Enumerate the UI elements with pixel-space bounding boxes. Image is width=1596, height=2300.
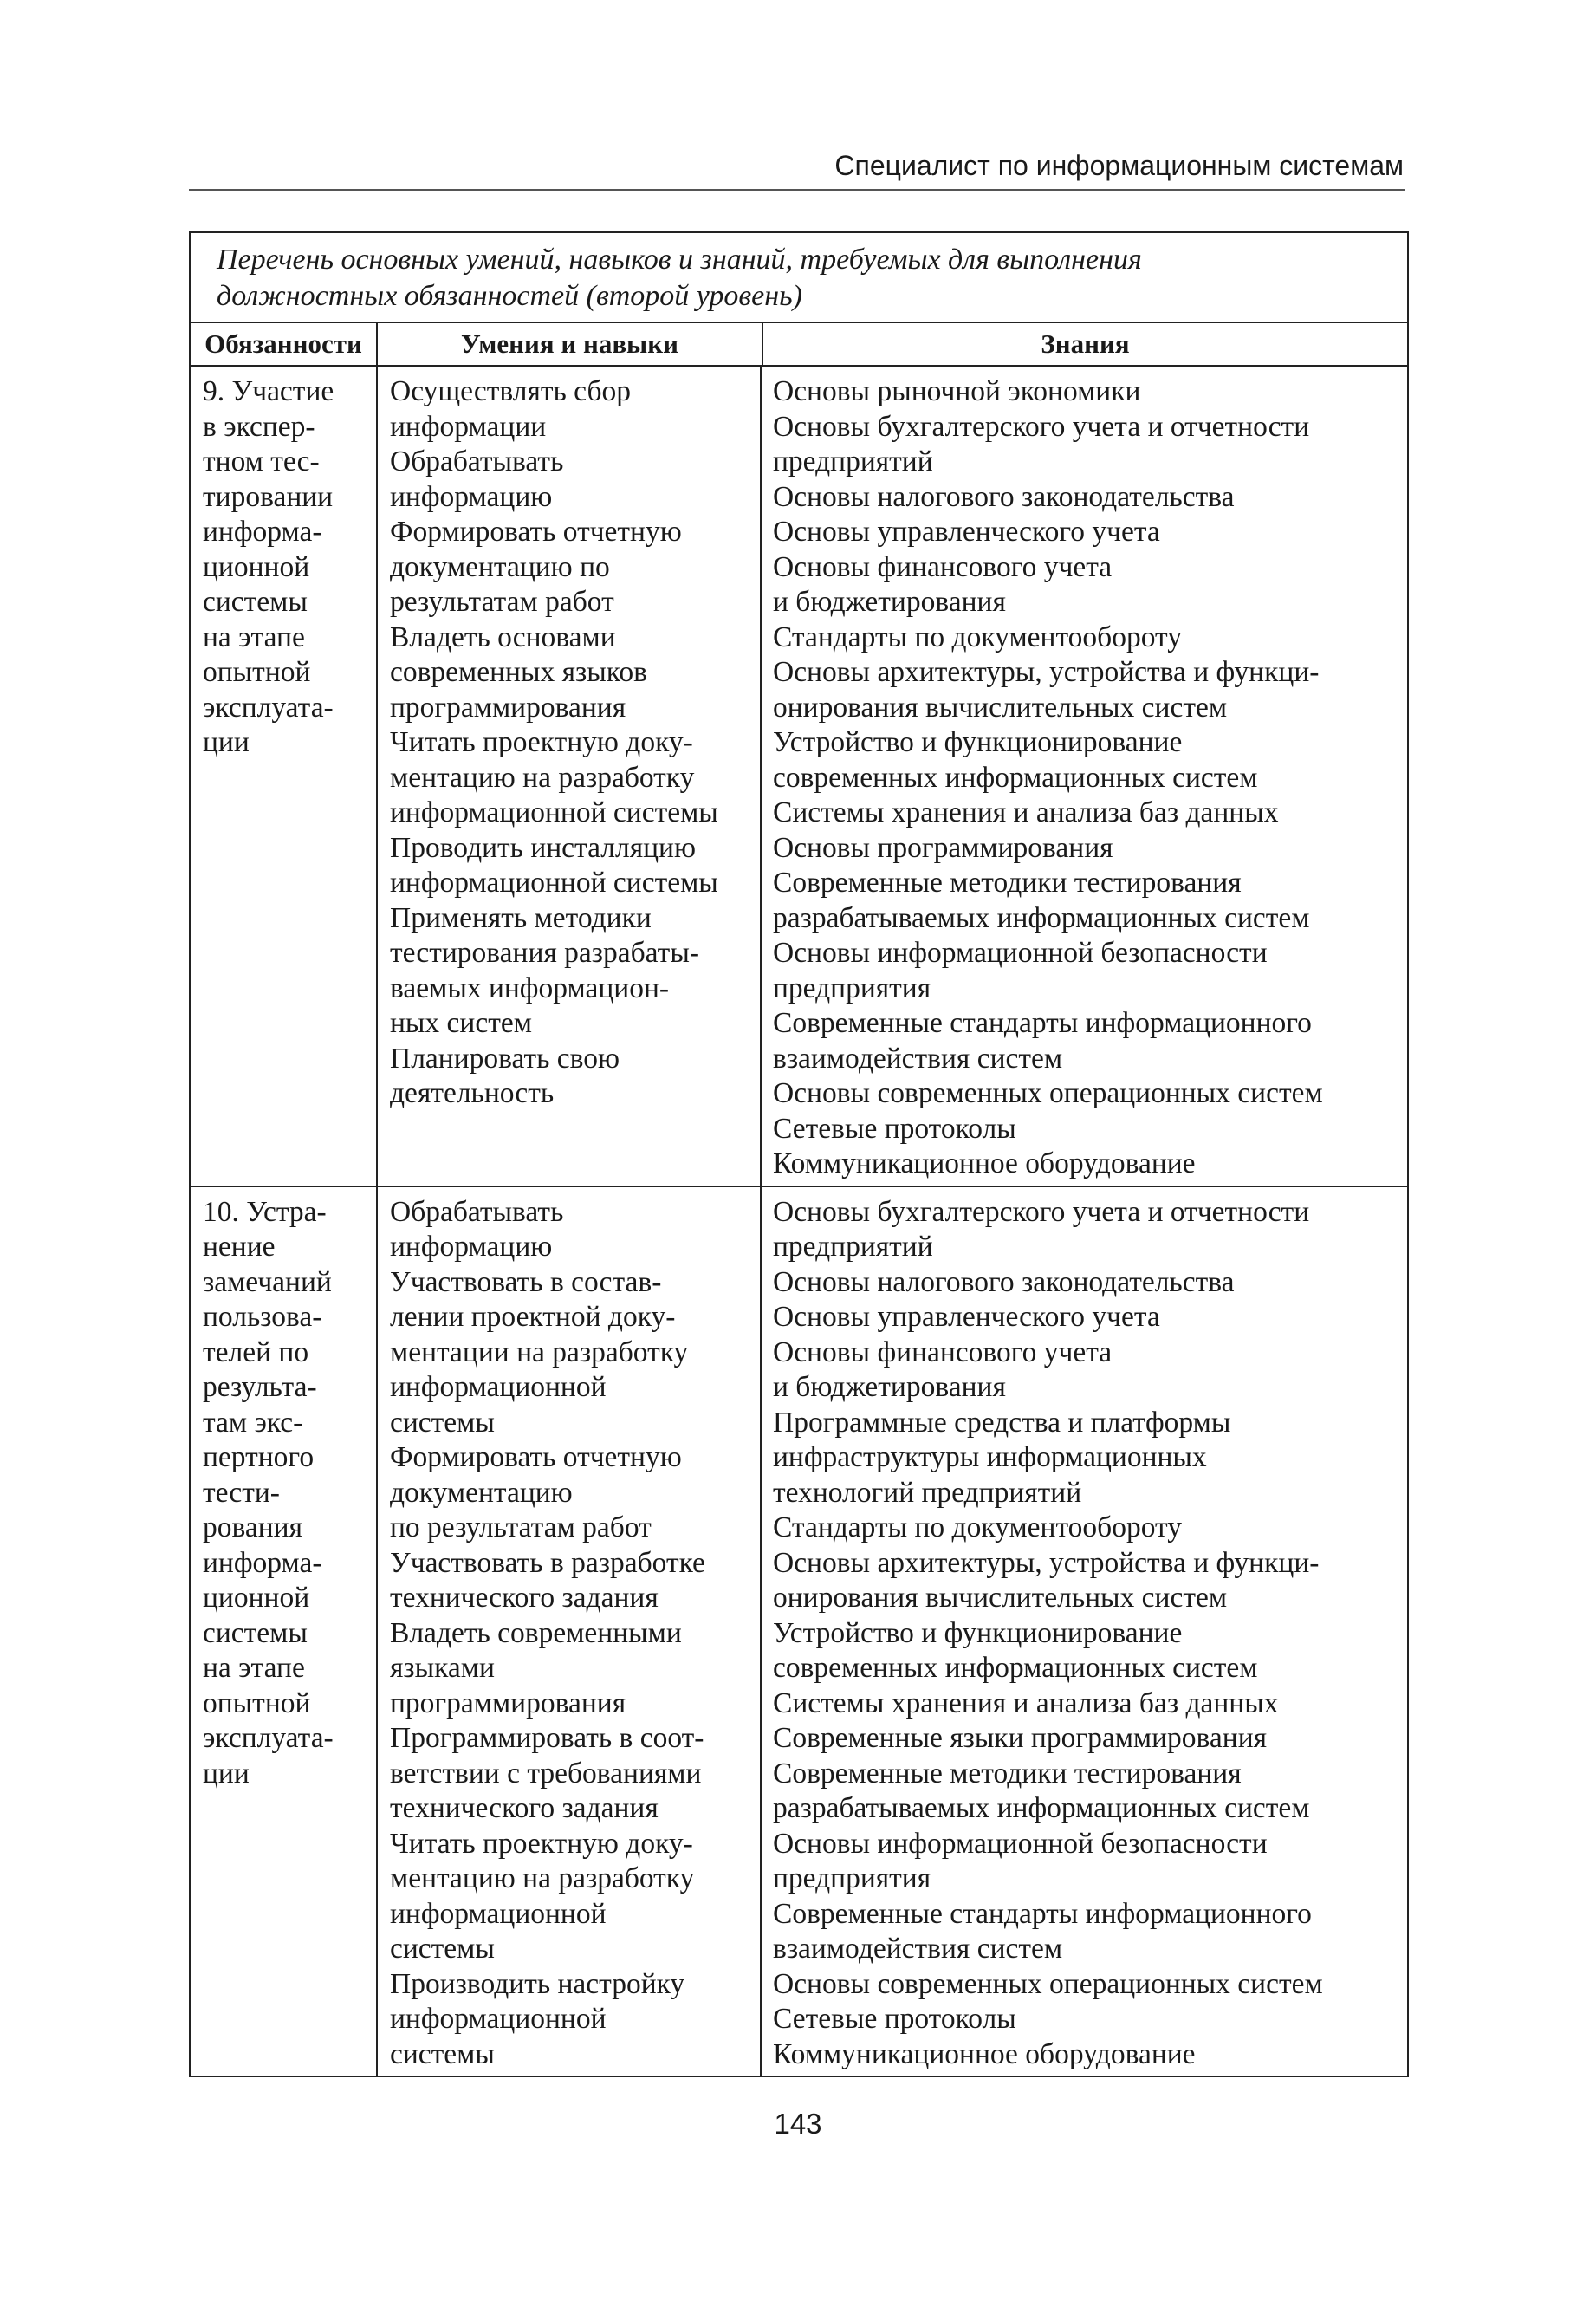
cell-line: Участвовать в состав-	[390, 1265, 662, 1298]
cell-line: Основы информационной безопасности	[773, 937, 1268, 969]
cell-line: Основы программирования	[773, 831, 1113, 864]
cell-line: в экспер-	[203, 410, 315, 443]
cell-line: Применять методики	[390, 901, 652, 934]
table-body	[191, 367, 1407, 2076]
cell-line: Владеть современными	[390, 1616, 682, 1649]
cell-line: Осуществлять сбор	[390, 375, 631, 407]
cell-line: инфраструктуры информационных	[773, 1441, 1207, 1473]
page-number: 143	[774, 2108, 822, 2140]
cell-line: лении проектной доку-	[390, 1301, 676, 1333]
cell-line: эксплуата-	[203, 691, 334, 724]
cell-line: документацию	[390, 1476, 573, 1509]
table-header-row	[191, 323, 1407, 367]
column-header-knowledge: Знания	[762, 323, 1407, 365]
cell-line: Формировать отчетную	[390, 1441, 682, 1473]
cell-line: системы	[390, 2037, 495, 2070]
cell-line: Стандарты по документообороту	[773, 1511, 1182, 1543]
cell-line: взаимодействия систем	[773, 1042, 1063, 1075]
cell-line: Современные стандарты информационного	[773, 1897, 1312, 1930]
table-caption	[191, 233, 1407, 323]
cell-line: тестирования разрабаты-	[390, 937, 699, 969]
cell-line: результа-	[203, 1371, 317, 1403]
cell-line: ции	[203, 726, 250, 758]
cell-line: результатам работ	[390, 586, 614, 618]
cell-line: пертного	[203, 1441, 315, 1473]
cell-line: программирования	[390, 1686, 626, 1719]
cell-line: замечаний	[203, 1265, 332, 1298]
cell-line: ветствии с требованиями	[390, 1757, 702, 1790]
cell-line: Современные методики тестирования	[773, 1757, 1242, 1790]
cell-line: предприятия	[773, 1862, 931, 1894]
caption-line: должностных обязанностей (второй уровень)	[217, 280, 802, 312]
table-row	[191, 367, 1407, 1186]
column-header-duties: Обязанности	[204, 328, 362, 359]
cell-line: современных информационных систем	[773, 761, 1258, 794]
cell-line: пользова-	[203, 1301, 322, 1333]
cell-line: онирования вычислительных систем	[773, 691, 1228, 724]
cell-line: и бюджетирования	[773, 586, 1006, 618]
cell-line: технологий предприятий	[773, 1476, 1082, 1509]
cell-line: опытной	[203, 1686, 311, 1719]
cell-line: Устройство и функционирование	[773, 1616, 1183, 1649]
cell-line: предприятий	[773, 1231, 933, 1263]
cell-line: Коммуникационное оборудование	[773, 2037, 1196, 2070]
duty-cell	[191, 367, 376, 1186]
cell-line: Владеть основами	[390, 620, 616, 653]
cell-line: Системы хранения и анализа баз данных	[773, 1686, 1279, 1719]
cell-line: Основы бухгалтерского учета и отчетности	[773, 1195, 1310, 1228]
cell-line: современных информационных систем	[773, 1652, 1258, 1684]
cell-line: Основы финансового учета	[773, 550, 1113, 583]
column-header-skills: Умения и навыки	[376, 323, 762, 365]
cell-line: эксплуата-	[203, 1722, 334, 1754]
cell-line: на этапе	[203, 1652, 305, 1684]
cell-line: ных систем	[390, 1007, 532, 1039]
cell-line: Коммуникационное оборудование	[773, 1147, 1196, 1179]
knowledge-cell	[760, 1187, 1407, 2076]
cell-line: тировании	[203, 480, 334, 513]
cell-line: программирования	[390, 691, 626, 724]
cell-line: Читать проектную доку-	[390, 1827, 693, 1860]
duty-cell	[191, 1187, 376, 2076]
cell-line: системы	[203, 1616, 308, 1649]
cell-line: рования	[203, 1511, 303, 1543]
cell-line: опытной	[203, 656, 311, 688]
cell-line: Программировать в соот-	[390, 1722, 704, 1754]
cell-line: Современные языки программирования	[773, 1722, 1268, 1754]
cell-line: Основы рыночной экономики	[773, 375, 1141, 407]
cell-line: ваемых информацион-	[390, 971, 670, 1004]
cell-line: предприятий	[773, 445, 933, 478]
cell-line: Современные методики тестирования	[773, 867, 1242, 899]
cell-line: ции	[203, 1757, 250, 1790]
table-row	[191, 1186, 1407, 2076]
cell-line: информацию	[390, 480, 553, 513]
cell-line: Планировать свою	[390, 1042, 620, 1075]
running-title: Специалист по информационным системам	[834, 150, 1404, 181]
cell-line: ментацию на разработку	[390, 1862, 695, 1894]
cell-line: 10. Устра-	[203, 1195, 327, 1228]
cell-line: Сетевые протоколы	[773, 1112, 1016, 1145]
cell-line: тести-	[203, 1476, 280, 1509]
cell-line: Устройство и функционирование	[773, 726, 1183, 758]
cell-line: системы	[390, 1406, 495, 1439]
cell-line: информационной	[390, 2003, 607, 2035]
cell-line: информационной системы	[390, 867, 718, 899]
cell-line: Основы архитектуры, устройства и функци-	[773, 1546, 1320, 1579]
cell-line: ментацию на разработку	[390, 761, 695, 794]
cell-line: деятельность	[390, 1077, 555, 1109]
cell-line: системы	[390, 1933, 495, 1965]
skills-table	[189, 231, 1409, 2077]
cell-line: Основы налогового законодательства	[773, 1265, 1235, 1298]
cell-line: Основы архитектуры, устройства и функци-	[773, 656, 1320, 688]
cell-line: ционной	[203, 550, 310, 583]
cell-line: Системы хранения и анализа баз данных	[773, 796, 1279, 828]
cell-line: современных языков	[390, 656, 647, 688]
cell-line: информа-	[203, 516, 322, 548]
skills-cell	[376, 367, 760, 1186]
cell-line: информации	[390, 410, 547, 443]
cell-line: информационной	[390, 1897, 607, 1930]
cell-line: нение	[203, 1231, 276, 1263]
cell-line: Основы налогового законодательства	[773, 480, 1235, 513]
cell-line: Читать проектную доку-	[390, 726, 693, 758]
cell-line: Формировать отчетную	[390, 516, 682, 548]
cell-line: Проводить инсталляцию	[390, 831, 696, 864]
cell-line: Сетевые протоколы	[773, 2003, 1016, 2035]
cell-line: информа-	[203, 1546, 322, 1579]
cell-line: предприятия	[773, 971, 931, 1004]
cell-line: языками	[390, 1652, 495, 1684]
cell-line: 9. Участие	[203, 375, 334, 407]
cell-line: Основы современных операционных систем	[773, 1967, 1323, 2000]
cell-line: и бюджетирования	[773, 1371, 1006, 1403]
cell-line: телей по	[203, 1335, 309, 1368]
cell-line: Основы управленческого учета	[773, 1301, 1160, 1333]
cell-line: разрабатываемых информационных систем	[773, 1792, 1310, 1824]
running-header	[189, 147, 1405, 191]
cell-line: информационной системы	[390, 796, 718, 828]
cell-line: Обрабатывать	[390, 1195, 564, 1228]
cell-line: документацию по	[390, 550, 610, 583]
cell-line: Современные стандарты информационного	[773, 1007, 1312, 1039]
cell-line: Производить настройку	[390, 1967, 685, 2000]
cell-line: Основы управленческого учета	[773, 516, 1160, 548]
cell-line: на этапе	[203, 620, 305, 653]
caption-line: Перечень основных умений, навыков и знаний, требуемых для выполнения	[217, 244, 1142, 276]
cell-line: тном тес-	[203, 445, 320, 478]
cell-line: Стандарты по документообороту	[773, 620, 1182, 653]
cell-line: Участвовать в разработке	[390, 1546, 705, 1579]
cell-line: информацию	[390, 1231, 553, 1263]
cell-line: технического задания	[390, 1582, 659, 1614]
cell-line: разрабатываемых информационных систем	[773, 901, 1310, 934]
cell-line: системы	[203, 586, 308, 618]
skills-cell	[376, 1187, 760, 2076]
cell-line: там экс-	[203, 1406, 303, 1439]
cell-line: Основы современных операционных систем	[773, 1077, 1323, 1109]
cell-line: Программные средства и платформы	[773, 1406, 1231, 1439]
cell-line: Обрабатывать	[390, 445, 564, 478]
cell-line: ментации на разработку	[390, 1335, 689, 1368]
cell-line: ционной	[203, 1582, 310, 1614]
cell-line: технического задания	[390, 1792, 659, 1824]
cell-line: Основы информационной безопасности	[773, 1827, 1268, 1860]
cell-line: Основы бухгалтерского учета и отчетности	[773, 410, 1310, 443]
cell-line: информационной	[390, 1371, 607, 1403]
cell-line: взаимодействия систем	[773, 1933, 1063, 1965]
knowledge-cell	[760, 367, 1407, 1186]
cell-line: онирования вычислительных систем	[773, 1582, 1228, 1614]
cell-line: по результатам работ	[390, 1511, 652, 1543]
cell-line: Основы финансового учета	[773, 1335, 1113, 1368]
